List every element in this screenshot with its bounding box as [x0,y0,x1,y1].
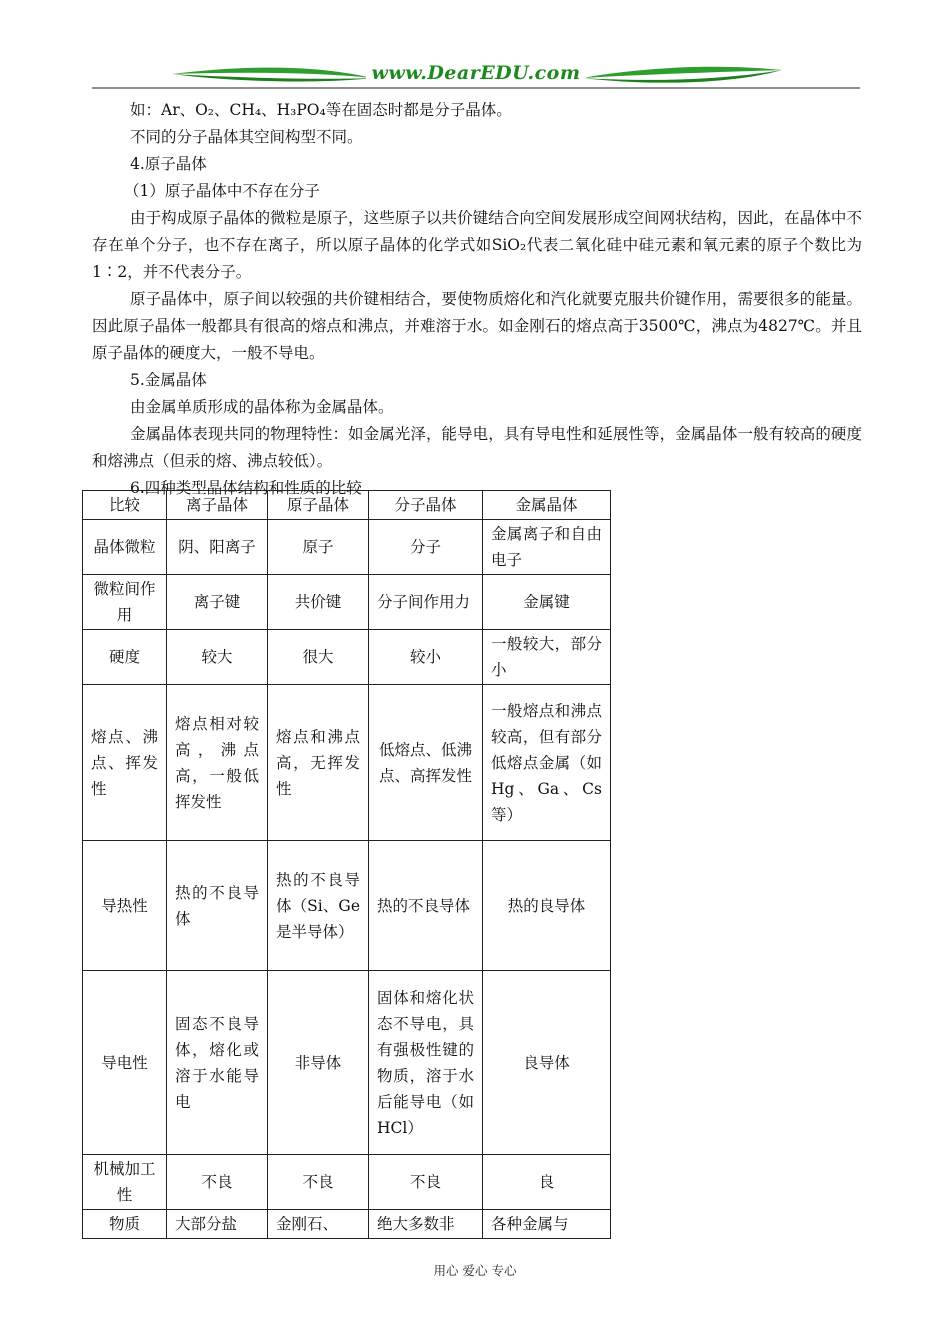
table-cell: 硬度 [83,630,167,685]
paragraph: 金属晶体表现共同的物理特性：如金属光泽，能导电，具有导电性和延展性等，金属晶体一般有较高的硬度和熔沸点（但汞的熔、沸点较低）。 [92,425,862,470]
table-cell: 离子键 [167,575,268,630]
crystal-comparison-table [82,490,611,1239]
table-cell: 熔点相对较高，沸点高，一般低挥发性 [167,685,268,841]
table-cell: 良 [483,1155,611,1210]
table-header-cell: 金属晶体 [483,491,611,520]
table-cell: 阴、阳离子 [167,520,268,575]
table-cell: 较小 [369,630,483,685]
table-row [83,520,611,575]
paragraph: 如：Ar、O₂、CH₄、H₃PO₄等在固态时都是分子晶体。 [130,101,512,119]
table-cell: 不良 [167,1155,268,1210]
subsection-heading: （1）原子晶体中不存在分子 [124,182,320,200]
table-cell: 不良 [369,1155,483,1210]
table-row [83,685,611,841]
table-cell: 机械加工性 [83,1155,167,1210]
table-cell: 一般较大，部分小 [483,630,611,685]
paragraph: 由金属单质形成的晶体称为金属晶体。 [130,398,394,416]
table-cell: 热的良导体 [483,841,611,971]
table-cell: 分子间作用力 [369,575,483,630]
table-cell: 不良 [268,1155,369,1210]
table-cell: 一般熔点和沸点较高，但有部分低熔点金属（如Hg、Ga、Cs等） [483,685,611,841]
table-cell: 大部分盐 [167,1210,268,1239]
table-cell: 金属离子和自由电子 [483,520,611,575]
table-header-cell: 分子晶体 [369,491,483,520]
table-cell: 分子 [369,520,483,575]
table-cell: 热的不良导体（Si、Ge是半导体） [268,841,369,971]
table-cell: 绝大多数非 [369,1210,483,1239]
table-cell: 低熔点、低沸点、高挥发性 [369,685,483,841]
table-row [83,1210,611,1239]
table-header-cell: 离子晶体 [167,491,268,520]
table-row [83,841,611,971]
table-cell: 物质 [83,1210,167,1239]
section-heading: 4.原子晶体 [130,155,207,173]
paragraph: 由于构成原子晶体的微粒是原子，这些原子以共价键结合向空间发展形成空间网状结构，因此，在晶体中不存在单个分子，也不存在离子，所以原子晶体的化学式如SiO₂代表二氧化硅中硅元素和氧元素的原子个数比为1∶2，并不代表分子。 [92,209,862,281]
table-cell: 金属键 [483,575,611,630]
table-row [83,1155,611,1210]
table-row [83,971,611,1155]
table-cell: 金刚石、 [268,1210,369,1239]
table-cell: 很大 [268,630,369,685]
document-body [92,97,862,502]
table-header-cell: 比较 [83,491,167,520]
paragraph: 不同的分子晶体其空间构型不同。 [130,128,363,146]
table-cell: 共价键 [268,575,369,630]
table-cell: 较大 [167,630,268,685]
table-cell: 各种金属与 [483,1210,611,1239]
table-cell: 原子 [268,520,369,575]
table-row [83,630,611,685]
table-cell: 固体和熔化状态不导电，具有强极性键的物质，溶于水后能导电（如HCl） [369,971,483,1155]
table-cell: 微粒间作用 [83,575,167,630]
table-cell: 非导体 [268,971,369,1155]
site-name: www.DearEDU.com [92,62,860,84]
table-cell: 熔点、沸点、挥发性 [83,685,167,841]
section-heading: 6.四种类型晶体结构和性质的比较 [130,479,362,497]
table-cell: 导电性 [83,971,167,1155]
table-cell: 晶体微粒 [83,520,167,575]
table-cell: 热的不良导体 [167,841,268,971]
paragraph: 原子晶体中，原子间以较强的共价键相结合，要使物质熔化和汽化就要克服共价键作用，需要很多的能量。因此原子晶体一般都具有很高的熔点和沸点，并难溶于水。如金刚石的熔点高于3500℃，沸点为4827℃。并且原子晶体的硬度大，一般不导电。 [92,290,862,362]
table-cell: 固态不良导体，熔化或溶于水能导电 [167,971,268,1155]
table-cell: 导热性 [83,841,167,971]
table-cell: 良导体 [483,971,611,1155]
section-heading: 5.金属晶体 [130,371,207,389]
page-header [92,58,860,90]
table-cell: 熔点和沸点高，无挥发性 [268,685,369,841]
page-footer: 用心 爱心 专心 [433,1263,517,1278]
table-header-cell: 原子晶体 [268,491,369,520]
table-header-row [83,491,611,520]
table-row [83,575,611,630]
table-cell: 热的不良导体 [369,841,483,971]
